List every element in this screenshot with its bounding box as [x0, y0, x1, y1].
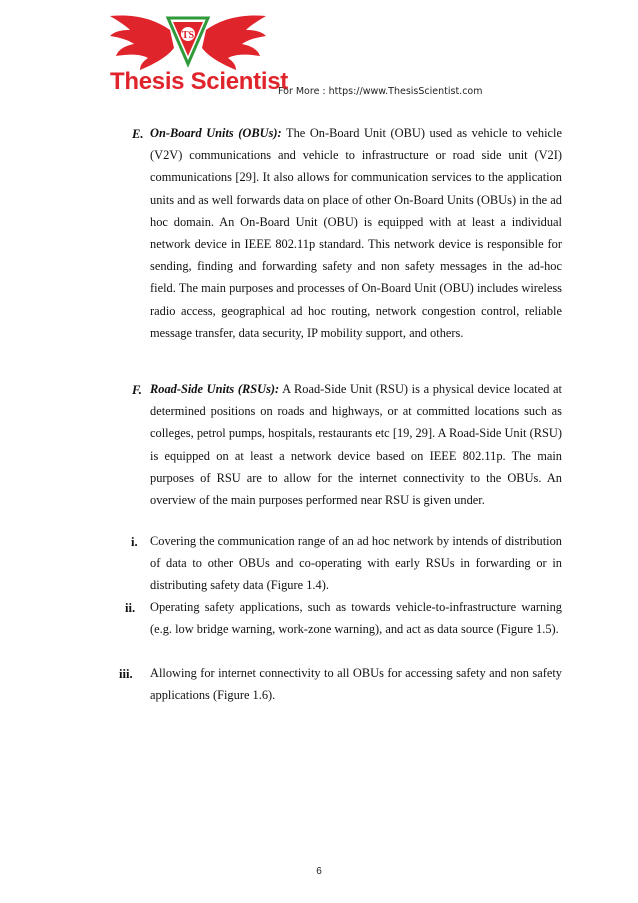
list-item-text: Covering the communication range of an ad hoc network by intends of distribution of data to other OBUs and co-operating with early RSUs in forwarding or in distributing safety data (Figure 1.4).	[150, 534, 562, 593]
section-f-term: Road-Side Units (RSUs):	[150, 382, 280, 396]
section-f-label: F.	[132, 383, 142, 397]
list-item-text: Allowing for internet connectivity to all OBUs for accessing safety and non safety applications (Figure 1.6).	[150, 666, 562, 703]
section-f-paragraph	[150, 378, 562, 511]
list-item-text: Operating safety applications, such as towards vehicle-to-infrastructure warning (e.g. low bridge warning, work-zone warning), and act as data source (Figure 1.5).	[150, 600, 562, 637]
section-e-body: The On-Board Unit (OBU) used as vehicle to vehicle (V2V) communications and vehicle to infrastructure or road side unit (V2I) communications [29]. It also allows for communication services to the application units and as well forwards data on place of other On-Board Units (OBUs) in the ad hoc domain. An On-Board Unit (OBU) is equipped with at least a individual network device in IEEE 802.11p standard. This network device is responsible for sending, finding and forwarding safety and non safety messages in the ad-hoc field. The main purposes and processes of On-Board Unit (OBU) includes wireless radio access, geographical ad hoc routing, network congestion control, reliable message transfer, data security, IP mobility support, and others.	[150, 126, 562, 340]
svg-text:TS: TS	[181, 30, 195, 41]
list-item-label: iii.	[119, 667, 133, 681]
list-item-label: i.	[131, 535, 138, 549]
section-e-label: E.	[132, 127, 144, 141]
section-e-term: On-Board Units (OBUs):	[150, 126, 282, 140]
page-number: 6	[316, 866, 322, 877]
section-e-paragraph	[150, 122, 562, 344]
header-website-link[interactable]: For More : https://www.ThesisScientist.com	[278, 86, 483, 97]
list-item-label: ii.	[125, 601, 136, 615]
brand-name: Thesis Scientist	[110, 68, 288, 95]
section-f-body: A Road-Side Unit (RSU) is a physical device located at determined positions on roads and highways, or at committed locations such as colleges, petrol pumps, hospitals, restaurants etc [19, 29]. A Road-Side Unit (RSU) is equipped on at least a network device based on IEEE 802.11p. The main purposes of RSU are to allow for the internet connectivity to the OBUs. An overview of the main purposes performed near RSU is given under.	[150, 382, 562, 508]
page-header	[0, 0, 638, 110]
